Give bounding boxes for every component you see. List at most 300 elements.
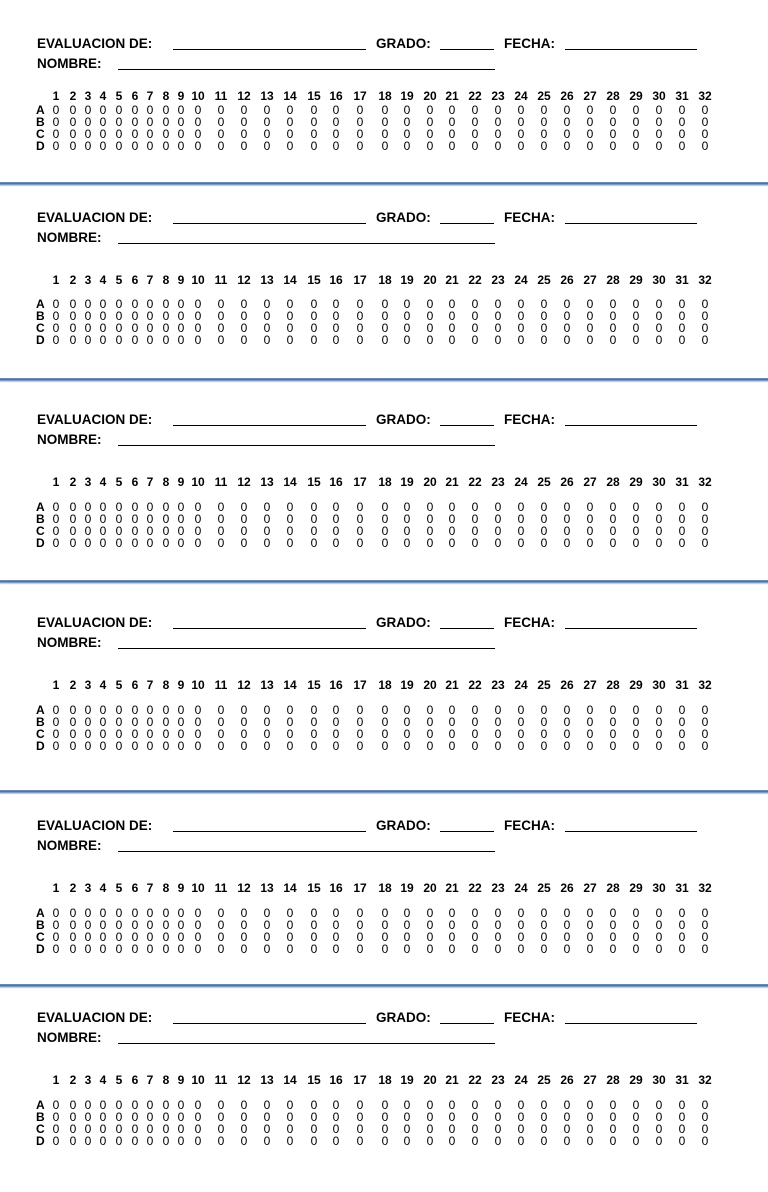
answer-bubble[interactable]: 0 bbox=[471, 139, 479, 153]
answer-bubble[interactable]: 0 bbox=[263, 1098, 271, 1112]
answer-bubble[interactable]: 0 bbox=[517, 536, 525, 550]
answer-bubble[interactable]: 0 bbox=[162, 1134, 170, 1148]
answer-bubble[interactable]: 0 bbox=[52, 115, 60, 129]
answer-bubble[interactable]: 0 bbox=[448, 536, 456, 550]
answer-bubble[interactable]: 0 bbox=[381, 739, 389, 753]
answer-bubble[interactable]: 0 bbox=[356, 1098, 364, 1112]
answer-bubble[interactable]: 0 bbox=[586, 727, 594, 741]
answer-bubble[interactable]: 0 bbox=[310, 715, 318, 729]
answer-bubble[interactable]: 0 bbox=[678, 500, 686, 514]
answer-bubble[interactable]: 0 bbox=[240, 103, 248, 117]
answer-bubble[interactable]: 0 bbox=[632, 297, 640, 311]
answer-bubble[interactable]: 0 bbox=[146, 512, 154, 526]
answer-bubble[interactable]: 0 bbox=[332, 139, 340, 153]
answer-bubble[interactable]: 0 bbox=[69, 739, 77, 753]
answer-bubble[interactable]: 0 bbox=[563, 1122, 571, 1136]
answer-bubble[interactable]: 0 bbox=[52, 524, 60, 538]
answer-bubble[interactable]: 0 bbox=[131, 297, 139, 311]
grado-input-line[interactable] bbox=[440, 1010, 494, 1024]
answer-bubble[interactable]: 0 bbox=[99, 727, 107, 741]
answer-bubble[interactable]: 0 bbox=[426, 1122, 434, 1136]
answer-bubble[interactable]: 0 bbox=[540, 739, 548, 753]
answer-bubble[interactable]: 0 bbox=[517, 727, 525, 741]
answer-bubble[interactable]: 0 bbox=[632, 524, 640, 538]
answer-bubble[interactable]: 0 bbox=[217, 727, 225, 741]
answer-bubble[interactable]: 0 bbox=[471, 727, 479, 741]
answer-bubble[interactable]: 0 bbox=[146, 906, 154, 920]
answer-bubble[interactable]: 0 bbox=[194, 1110, 202, 1124]
answer-bubble[interactable]: 0 bbox=[52, 333, 60, 347]
answer-bubble[interactable]: 0 bbox=[403, 524, 411, 538]
answer-bubble[interactable]: 0 bbox=[332, 115, 340, 129]
answer-bubble[interactable]: 0 bbox=[194, 930, 202, 944]
answer-bubble[interactable]: 0 bbox=[540, 536, 548, 550]
answer-bubble[interactable]: 0 bbox=[494, 1098, 502, 1112]
answer-bubble[interactable]: 0 bbox=[69, 906, 77, 920]
answer-bubble[interactable]: 0 bbox=[115, 918, 123, 932]
answer-bubble[interactable]: 0 bbox=[286, 524, 294, 538]
answer-bubble[interactable]: 0 bbox=[217, 1122, 225, 1136]
answer-bubble[interactable]: 0 bbox=[177, 906, 185, 920]
answer-bubble[interactable]: 0 bbox=[177, 536, 185, 550]
answer-bubble[interactable]: 0 bbox=[540, 906, 548, 920]
answer-bubble[interactable]: 0 bbox=[69, 1098, 77, 1112]
answer-bubble[interactable]: 0 bbox=[146, 930, 154, 944]
answer-bubble[interactable]: 0 bbox=[131, 309, 139, 323]
answer-bubble[interactable]: 0 bbox=[517, 1110, 525, 1124]
answer-bubble[interactable]: 0 bbox=[381, 333, 389, 347]
answer-bubble[interactable]: 0 bbox=[286, 512, 294, 526]
answer-bubble[interactable]: 0 bbox=[655, 727, 663, 741]
answer-bubble[interactable]: 0 bbox=[217, 127, 225, 141]
answer-bubble[interactable]: 0 bbox=[701, 127, 709, 141]
answer-bubble[interactable]: 0 bbox=[194, 127, 202, 141]
answer-bubble[interactable]: 0 bbox=[332, 727, 340, 741]
answer-bubble[interactable]: 0 bbox=[84, 942, 92, 956]
answer-bubble[interactable]: 0 bbox=[655, 309, 663, 323]
answer-bubble[interactable]: 0 bbox=[563, 739, 571, 753]
answer-bubble[interactable]: 0 bbox=[146, 321, 154, 335]
answer-bubble[interactable]: 0 bbox=[286, 1122, 294, 1136]
answer-bubble[interactable]: 0 bbox=[240, 1122, 248, 1136]
answer-bubble[interactable]: 0 bbox=[131, 321, 139, 335]
answer-bubble[interactable]: 0 bbox=[381, 524, 389, 538]
answer-bubble[interactable]: 0 bbox=[240, 297, 248, 311]
answer-bubble[interactable]: 0 bbox=[632, 512, 640, 526]
answer-bubble[interactable]: 0 bbox=[632, 930, 640, 944]
answer-bubble[interactable]: 0 bbox=[563, 321, 571, 335]
answer-bubble[interactable]: 0 bbox=[701, 321, 709, 335]
answer-bubble[interactable]: 0 bbox=[286, 930, 294, 944]
answer-bubble[interactable]: 0 bbox=[356, 1134, 364, 1148]
answer-bubble[interactable]: 0 bbox=[99, 703, 107, 717]
answer-bubble[interactable]: 0 bbox=[84, 512, 92, 526]
answer-bubble[interactable]: 0 bbox=[471, 930, 479, 944]
nombre-input-line[interactable] bbox=[118, 838, 495, 852]
answer-bubble[interactable]: 0 bbox=[286, 139, 294, 153]
answer-bubble[interactable]: 0 bbox=[177, 127, 185, 141]
answer-bubble[interactable]: 0 bbox=[426, 703, 434, 717]
fecha-input-line[interactable] bbox=[565, 412, 697, 426]
answer-bubble[interactable]: 0 bbox=[426, 115, 434, 129]
answer-bubble[interactable]: 0 bbox=[310, 1110, 318, 1124]
answer-bubble[interactable]: 0 bbox=[146, 297, 154, 311]
answer-bubble[interactable]: 0 bbox=[146, 103, 154, 117]
answer-bubble[interactable]: 0 bbox=[332, 524, 340, 538]
answer-bubble[interactable]: 0 bbox=[471, 1110, 479, 1124]
answer-bubble[interactable]: 0 bbox=[162, 930, 170, 944]
answer-bubble[interactable]: 0 bbox=[177, 309, 185, 323]
answer-bubble[interactable]: 0 bbox=[403, 127, 411, 141]
answer-bubble[interactable]: 0 bbox=[99, 333, 107, 347]
answer-bubble[interactable]: 0 bbox=[162, 715, 170, 729]
answer-bubble[interactable]: 0 bbox=[563, 103, 571, 117]
answer-bubble[interactable]: 0 bbox=[678, 930, 686, 944]
nombre-input-line[interactable] bbox=[118, 432, 495, 446]
answer-bubble[interactable]: 0 bbox=[332, 918, 340, 932]
answer-bubble[interactable]: 0 bbox=[448, 333, 456, 347]
answer-bubble[interactable]: 0 bbox=[448, 115, 456, 129]
answer-bubble[interactable]: 0 bbox=[517, 930, 525, 944]
answer-bubble[interactable]: 0 bbox=[217, 906, 225, 920]
answer-bubble[interactable]: 0 bbox=[162, 942, 170, 956]
answer-bubble[interactable]: 0 bbox=[146, 139, 154, 153]
answer-bubble[interactable]: 0 bbox=[356, 333, 364, 347]
answer-bubble[interactable]: 0 bbox=[494, 918, 502, 932]
answer-bubble[interactable]: 0 bbox=[609, 333, 617, 347]
answer-bubble[interactable]: 0 bbox=[146, 115, 154, 129]
answer-bubble[interactable]: 0 bbox=[177, 715, 185, 729]
answer-bubble[interactable]: 0 bbox=[701, 942, 709, 956]
answer-bubble[interactable]: 0 bbox=[177, 512, 185, 526]
answer-bubble[interactable]: 0 bbox=[494, 524, 502, 538]
answer-bubble[interactable]: 0 bbox=[52, 500, 60, 514]
answer-bubble[interactable]: 0 bbox=[240, 333, 248, 347]
answer-bubble[interactable]: 0 bbox=[403, 930, 411, 944]
answer-bubble[interactable]: 0 bbox=[263, 1110, 271, 1124]
answer-bubble[interactable]: 0 bbox=[517, 333, 525, 347]
answer-bubble[interactable]: 0 bbox=[586, 930, 594, 944]
answer-bubble[interactable]: 0 bbox=[517, 103, 525, 117]
answer-bubble[interactable]: 0 bbox=[177, 1122, 185, 1136]
answer-bubble[interactable]: 0 bbox=[194, 500, 202, 514]
answer-bubble[interactable]: 0 bbox=[146, 536, 154, 550]
answer-bubble[interactable]: 0 bbox=[131, 739, 139, 753]
answer-bubble[interactable]: 0 bbox=[471, 524, 479, 538]
answer-bubble[interactable]: 0 bbox=[701, 918, 709, 932]
answer-bubble[interactable]: 0 bbox=[563, 115, 571, 129]
answer-bubble[interactable]: 0 bbox=[655, 1134, 663, 1148]
answer-bubble[interactable]: 0 bbox=[381, 1098, 389, 1112]
answer-bubble[interactable]: 0 bbox=[426, 512, 434, 526]
answer-bubble[interactable]: 0 bbox=[217, 942, 225, 956]
answer-bubble[interactable]: 0 bbox=[146, 715, 154, 729]
answer-bubble[interactable]: 0 bbox=[655, 103, 663, 117]
answer-bubble[interactable]: 0 bbox=[177, 321, 185, 335]
answer-bubble[interactable]: 0 bbox=[678, 103, 686, 117]
answer-bubble[interactable]: 0 bbox=[332, 103, 340, 117]
answer-bubble[interactable]: 0 bbox=[286, 1098, 294, 1112]
answer-bubble[interactable]: 0 bbox=[99, 1110, 107, 1124]
answer-bubble[interactable]: 0 bbox=[701, 333, 709, 347]
evaluacion-input-line[interactable] bbox=[173, 818, 366, 832]
grado-input-line[interactable] bbox=[440, 210, 494, 224]
answer-bubble[interactable]: 0 bbox=[655, 703, 663, 717]
answer-bubble[interactable]: 0 bbox=[426, 524, 434, 538]
answer-bubble[interactable]: 0 bbox=[540, 512, 548, 526]
answer-bubble[interactable]: 0 bbox=[356, 127, 364, 141]
answer-bubble[interactable]: 0 bbox=[655, 500, 663, 514]
answer-bubble[interactable]: 0 bbox=[194, 942, 202, 956]
answer-bubble[interactable]: 0 bbox=[217, 512, 225, 526]
answer-bubble[interactable]: 0 bbox=[540, 918, 548, 932]
answer-bubble[interactable]: 0 bbox=[678, 1122, 686, 1136]
answer-bubble[interactable]: 0 bbox=[115, 1110, 123, 1124]
answer-bubble[interactable]: 0 bbox=[99, 1098, 107, 1112]
answer-bubble[interactable]: 0 bbox=[609, 139, 617, 153]
answer-bubble[interactable]: 0 bbox=[52, 918, 60, 932]
answer-bubble[interactable]: 0 bbox=[286, 309, 294, 323]
answer-bubble[interactable]: 0 bbox=[540, 715, 548, 729]
answer-bubble[interactable]: 0 bbox=[494, 906, 502, 920]
answer-bubble[interactable]: 0 bbox=[517, 512, 525, 526]
answer-bubble[interactable]: 0 bbox=[540, 1122, 548, 1136]
answer-bubble[interactable]: 0 bbox=[52, 536, 60, 550]
answer-bubble[interactable]: 0 bbox=[494, 536, 502, 550]
answer-bubble[interactable]: 0 bbox=[403, 321, 411, 335]
answer-bubble[interactable]: 0 bbox=[332, 739, 340, 753]
answer-bubble[interactable]: 0 bbox=[217, 139, 225, 153]
answer-bubble[interactable]: 0 bbox=[381, 930, 389, 944]
answer-bubble[interactable]: 0 bbox=[263, 942, 271, 956]
answer-bubble[interactable]: 0 bbox=[99, 500, 107, 514]
answer-bubble[interactable]: 0 bbox=[177, 1134, 185, 1148]
answer-bubble[interactable]: 0 bbox=[609, 127, 617, 141]
answer-bubble[interactable]: 0 bbox=[177, 739, 185, 753]
answer-bubble[interactable]: 0 bbox=[678, 115, 686, 129]
answer-bubble[interactable]: 0 bbox=[356, 524, 364, 538]
answer-bubble[interactable]: 0 bbox=[494, 1110, 502, 1124]
answer-bubble[interactable]: 0 bbox=[217, 1110, 225, 1124]
answer-bubble[interactable]: 0 bbox=[563, 536, 571, 550]
answer-bubble[interactable]: 0 bbox=[701, 727, 709, 741]
answer-bubble[interactable]: 0 bbox=[332, 1098, 340, 1112]
nombre-input-line[interactable] bbox=[118, 230, 495, 244]
answer-bubble[interactable]: 0 bbox=[540, 321, 548, 335]
answer-bubble[interactable]: 0 bbox=[678, 524, 686, 538]
answer-bubble[interactable]: 0 bbox=[263, 500, 271, 514]
answer-bubble[interactable]: 0 bbox=[146, 1134, 154, 1148]
nombre-input-line[interactable] bbox=[118, 635, 495, 649]
answer-bubble[interactable]: 0 bbox=[586, 139, 594, 153]
answer-bubble[interactable]: 0 bbox=[540, 1110, 548, 1124]
answer-bubble[interactable]: 0 bbox=[356, 139, 364, 153]
answer-bubble[interactable]: 0 bbox=[586, 918, 594, 932]
answer-bubble[interactable]: 0 bbox=[655, 918, 663, 932]
answer-bubble[interactable]: 0 bbox=[146, 1110, 154, 1124]
answer-bubble[interactable]: 0 bbox=[52, 906, 60, 920]
answer-bubble[interactable]: 0 bbox=[563, 906, 571, 920]
answer-bubble[interactable]: 0 bbox=[678, 321, 686, 335]
answer-bubble[interactable]: 0 bbox=[632, 942, 640, 956]
answer-bubble[interactable]: 0 bbox=[99, 115, 107, 129]
answer-bubble[interactable]: 0 bbox=[381, 715, 389, 729]
answer-bubble[interactable]: 0 bbox=[217, 500, 225, 514]
answer-bubble[interactable]: 0 bbox=[115, 500, 123, 514]
answer-bubble[interactable]: 0 bbox=[332, 536, 340, 550]
answer-bubble[interactable]: 0 bbox=[177, 727, 185, 741]
answer-bubble[interactable]: 0 bbox=[263, 309, 271, 323]
answer-bubble[interactable]: 0 bbox=[162, 727, 170, 741]
answer-bubble[interactable]: 0 bbox=[517, 115, 525, 129]
answer-bubble[interactable]: 0 bbox=[701, 115, 709, 129]
answer-bubble[interactable]: 0 bbox=[632, 103, 640, 117]
answer-bubble[interactable]: 0 bbox=[609, 103, 617, 117]
answer-bubble[interactable]: 0 bbox=[426, 918, 434, 932]
answer-bubble[interactable]: 0 bbox=[448, 942, 456, 956]
answer-bubble[interactable]: 0 bbox=[563, 942, 571, 956]
answer-bubble[interactable]: 0 bbox=[609, 297, 617, 311]
answer-bubble[interactable]: 0 bbox=[310, 703, 318, 717]
answer-bubble[interactable]: 0 bbox=[540, 333, 548, 347]
answer-bubble[interactable]: 0 bbox=[678, 727, 686, 741]
answer-bubble[interactable]: 0 bbox=[426, 1134, 434, 1148]
answer-bubble[interactable]: 0 bbox=[131, 524, 139, 538]
answer-bubble[interactable]: 0 bbox=[310, 536, 318, 550]
answer-bubble[interactable]: 0 bbox=[84, 739, 92, 753]
answer-bubble[interactable]: 0 bbox=[177, 524, 185, 538]
answer-bubble[interactable]: 0 bbox=[517, 715, 525, 729]
answer-bubble[interactable]: 0 bbox=[403, 500, 411, 514]
answer-bubble[interactable]: 0 bbox=[131, 103, 139, 117]
answer-bubble[interactable]: 0 bbox=[52, 297, 60, 311]
answer-bubble[interactable]: 0 bbox=[286, 918, 294, 932]
answer-bubble[interactable]: 0 bbox=[426, 727, 434, 741]
answer-bubble[interactable]: 0 bbox=[701, 297, 709, 311]
answer-bubble[interactable]: 0 bbox=[217, 115, 225, 129]
answer-bubble[interactable]: 0 bbox=[131, 1122, 139, 1136]
answer-bubble[interactable]: 0 bbox=[678, 1110, 686, 1124]
answer-bubble[interactable]: 0 bbox=[448, 127, 456, 141]
answer-bubble[interactable]: 0 bbox=[471, 309, 479, 323]
answer-bubble[interactable]: 0 bbox=[655, 139, 663, 153]
answer-bubble[interactable]: 0 bbox=[194, 906, 202, 920]
answer-bubble[interactable]: 0 bbox=[115, 942, 123, 956]
answer-bubble[interactable]: 0 bbox=[115, 1134, 123, 1148]
answer-bubble[interactable]: 0 bbox=[494, 500, 502, 514]
answer-bubble[interactable]: 0 bbox=[381, 321, 389, 335]
answer-bubble[interactable]: 0 bbox=[540, 127, 548, 141]
answer-bubble[interactable]: 0 bbox=[540, 1134, 548, 1148]
answer-bubble[interactable]: 0 bbox=[655, 321, 663, 335]
answer-bubble[interactable]: 0 bbox=[494, 1122, 502, 1136]
answer-bubble[interactable]: 0 bbox=[586, 536, 594, 550]
answer-bubble[interactable]: 0 bbox=[177, 103, 185, 117]
answer-bubble[interactable]: 0 bbox=[448, 1098, 456, 1112]
answer-bubble[interactable]: 0 bbox=[655, 524, 663, 538]
answer-bubble[interactable]: 0 bbox=[52, 309, 60, 323]
answer-bubble[interactable]: 0 bbox=[310, 524, 318, 538]
answer-bubble[interactable]: 0 bbox=[655, 1122, 663, 1136]
answer-bubble[interactable]: 0 bbox=[99, 297, 107, 311]
answer-bubble[interactable]: 0 bbox=[609, 942, 617, 956]
answer-bubble[interactable]: 0 bbox=[563, 139, 571, 153]
answer-bubble[interactable]: 0 bbox=[69, 918, 77, 932]
answer-bubble[interactable]: 0 bbox=[286, 115, 294, 129]
answer-bubble[interactable]: 0 bbox=[609, 739, 617, 753]
answer-bubble[interactable]: 0 bbox=[655, 715, 663, 729]
answer-bubble[interactable]: 0 bbox=[146, 127, 154, 141]
answer-bubble[interactable]: 0 bbox=[563, 715, 571, 729]
answer-bubble[interactable]: 0 bbox=[609, 906, 617, 920]
answer-bubble[interactable]: 0 bbox=[586, 103, 594, 117]
answer-bubble[interactable]: 0 bbox=[177, 500, 185, 514]
answer-bubble[interactable]: 0 bbox=[563, 500, 571, 514]
answer-bubble[interactable]: 0 bbox=[69, 333, 77, 347]
answer-bubble[interactable]: 0 bbox=[69, 309, 77, 323]
answer-bubble[interactable]: 0 bbox=[131, 1134, 139, 1148]
answer-bubble[interactable]: 0 bbox=[99, 918, 107, 932]
answer-bubble[interactable]: 0 bbox=[286, 1134, 294, 1148]
answer-bubble[interactable]: 0 bbox=[217, 918, 225, 932]
answer-bubble[interactable]: 0 bbox=[194, 727, 202, 741]
answer-bubble[interactable]: 0 bbox=[403, 512, 411, 526]
answer-bubble[interactable]: 0 bbox=[84, 930, 92, 944]
nombre-input-line[interactable] bbox=[118, 56, 495, 70]
answer-bubble[interactable]: 0 bbox=[356, 715, 364, 729]
answer-bubble[interactable]: 0 bbox=[115, 115, 123, 129]
answer-bubble[interactable]: 0 bbox=[448, 500, 456, 514]
answer-bubble[interactable]: 0 bbox=[131, 127, 139, 141]
answer-bubble[interactable]: 0 bbox=[609, 309, 617, 323]
answer-bubble[interactable]: 0 bbox=[115, 536, 123, 550]
answer-bubble[interactable]: 0 bbox=[84, 139, 92, 153]
answer-bubble[interactable]: 0 bbox=[586, 500, 594, 514]
answer-bubble[interactable]: 0 bbox=[177, 942, 185, 956]
answer-bubble[interactable]: 0 bbox=[217, 524, 225, 538]
answer-bubble[interactable]: 0 bbox=[310, 333, 318, 347]
answer-bubble[interactable]: 0 bbox=[678, 536, 686, 550]
nombre-input-line[interactable] bbox=[118, 1030, 495, 1044]
answer-bubble[interactable]: 0 bbox=[263, 512, 271, 526]
answer-bubble[interactable]: 0 bbox=[517, 309, 525, 323]
answer-bubble[interactable]: 0 bbox=[263, 1122, 271, 1136]
answer-bubble[interactable]: 0 bbox=[217, 103, 225, 117]
answer-bubble[interactable]: 0 bbox=[131, 942, 139, 956]
answer-bubble[interactable]: 0 bbox=[632, 906, 640, 920]
answer-bubble[interactable]: 0 bbox=[381, 703, 389, 717]
answer-bubble[interactable]: 0 bbox=[356, 1110, 364, 1124]
answer-bubble[interactable]: 0 bbox=[286, 715, 294, 729]
answer-bubble[interactable]: 0 bbox=[540, 297, 548, 311]
answer-bubble[interactable]: 0 bbox=[701, 906, 709, 920]
answer-bubble[interactable]: 0 bbox=[494, 115, 502, 129]
answer-bubble[interactable]: 0 bbox=[701, 512, 709, 526]
answer-bubble[interactable]: 0 bbox=[217, 703, 225, 717]
answer-bubble[interactable]: 0 bbox=[471, 103, 479, 117]
answer-bubble[interactable]: 0 bbox=[540, 500, 548, 514]
answer-bubble[interactable]: 0 bbox=[286, 703, 294, 717]
answer-bubble[interactable]: 0 bbox=[115, 321, 123, 335]
answer-bubble[interactable]: 0 bbox=[701, 1134, 709, 1148]
answer-bubble[interactable]: 0 bbox=[310, 739, 318, 753]
answer-bubble[interactable]: 0 bbox=[99, 1122, 107, 1136]
answer-bubble[interactable]: 0 bbox=[310, 127, 318, 141]
answer-bubble[interactable]: 0 bbox=[609, 115, 617, 129]
answer-bubble[interactable]: 0 bbox=[586, 1134, 594, 1148]
answer-bubble[interactable]: 0 bbox=[448, 524, 456, 538]
answer-bubble[interactable]: 0 bbox=[240, 739, 248, 753]
